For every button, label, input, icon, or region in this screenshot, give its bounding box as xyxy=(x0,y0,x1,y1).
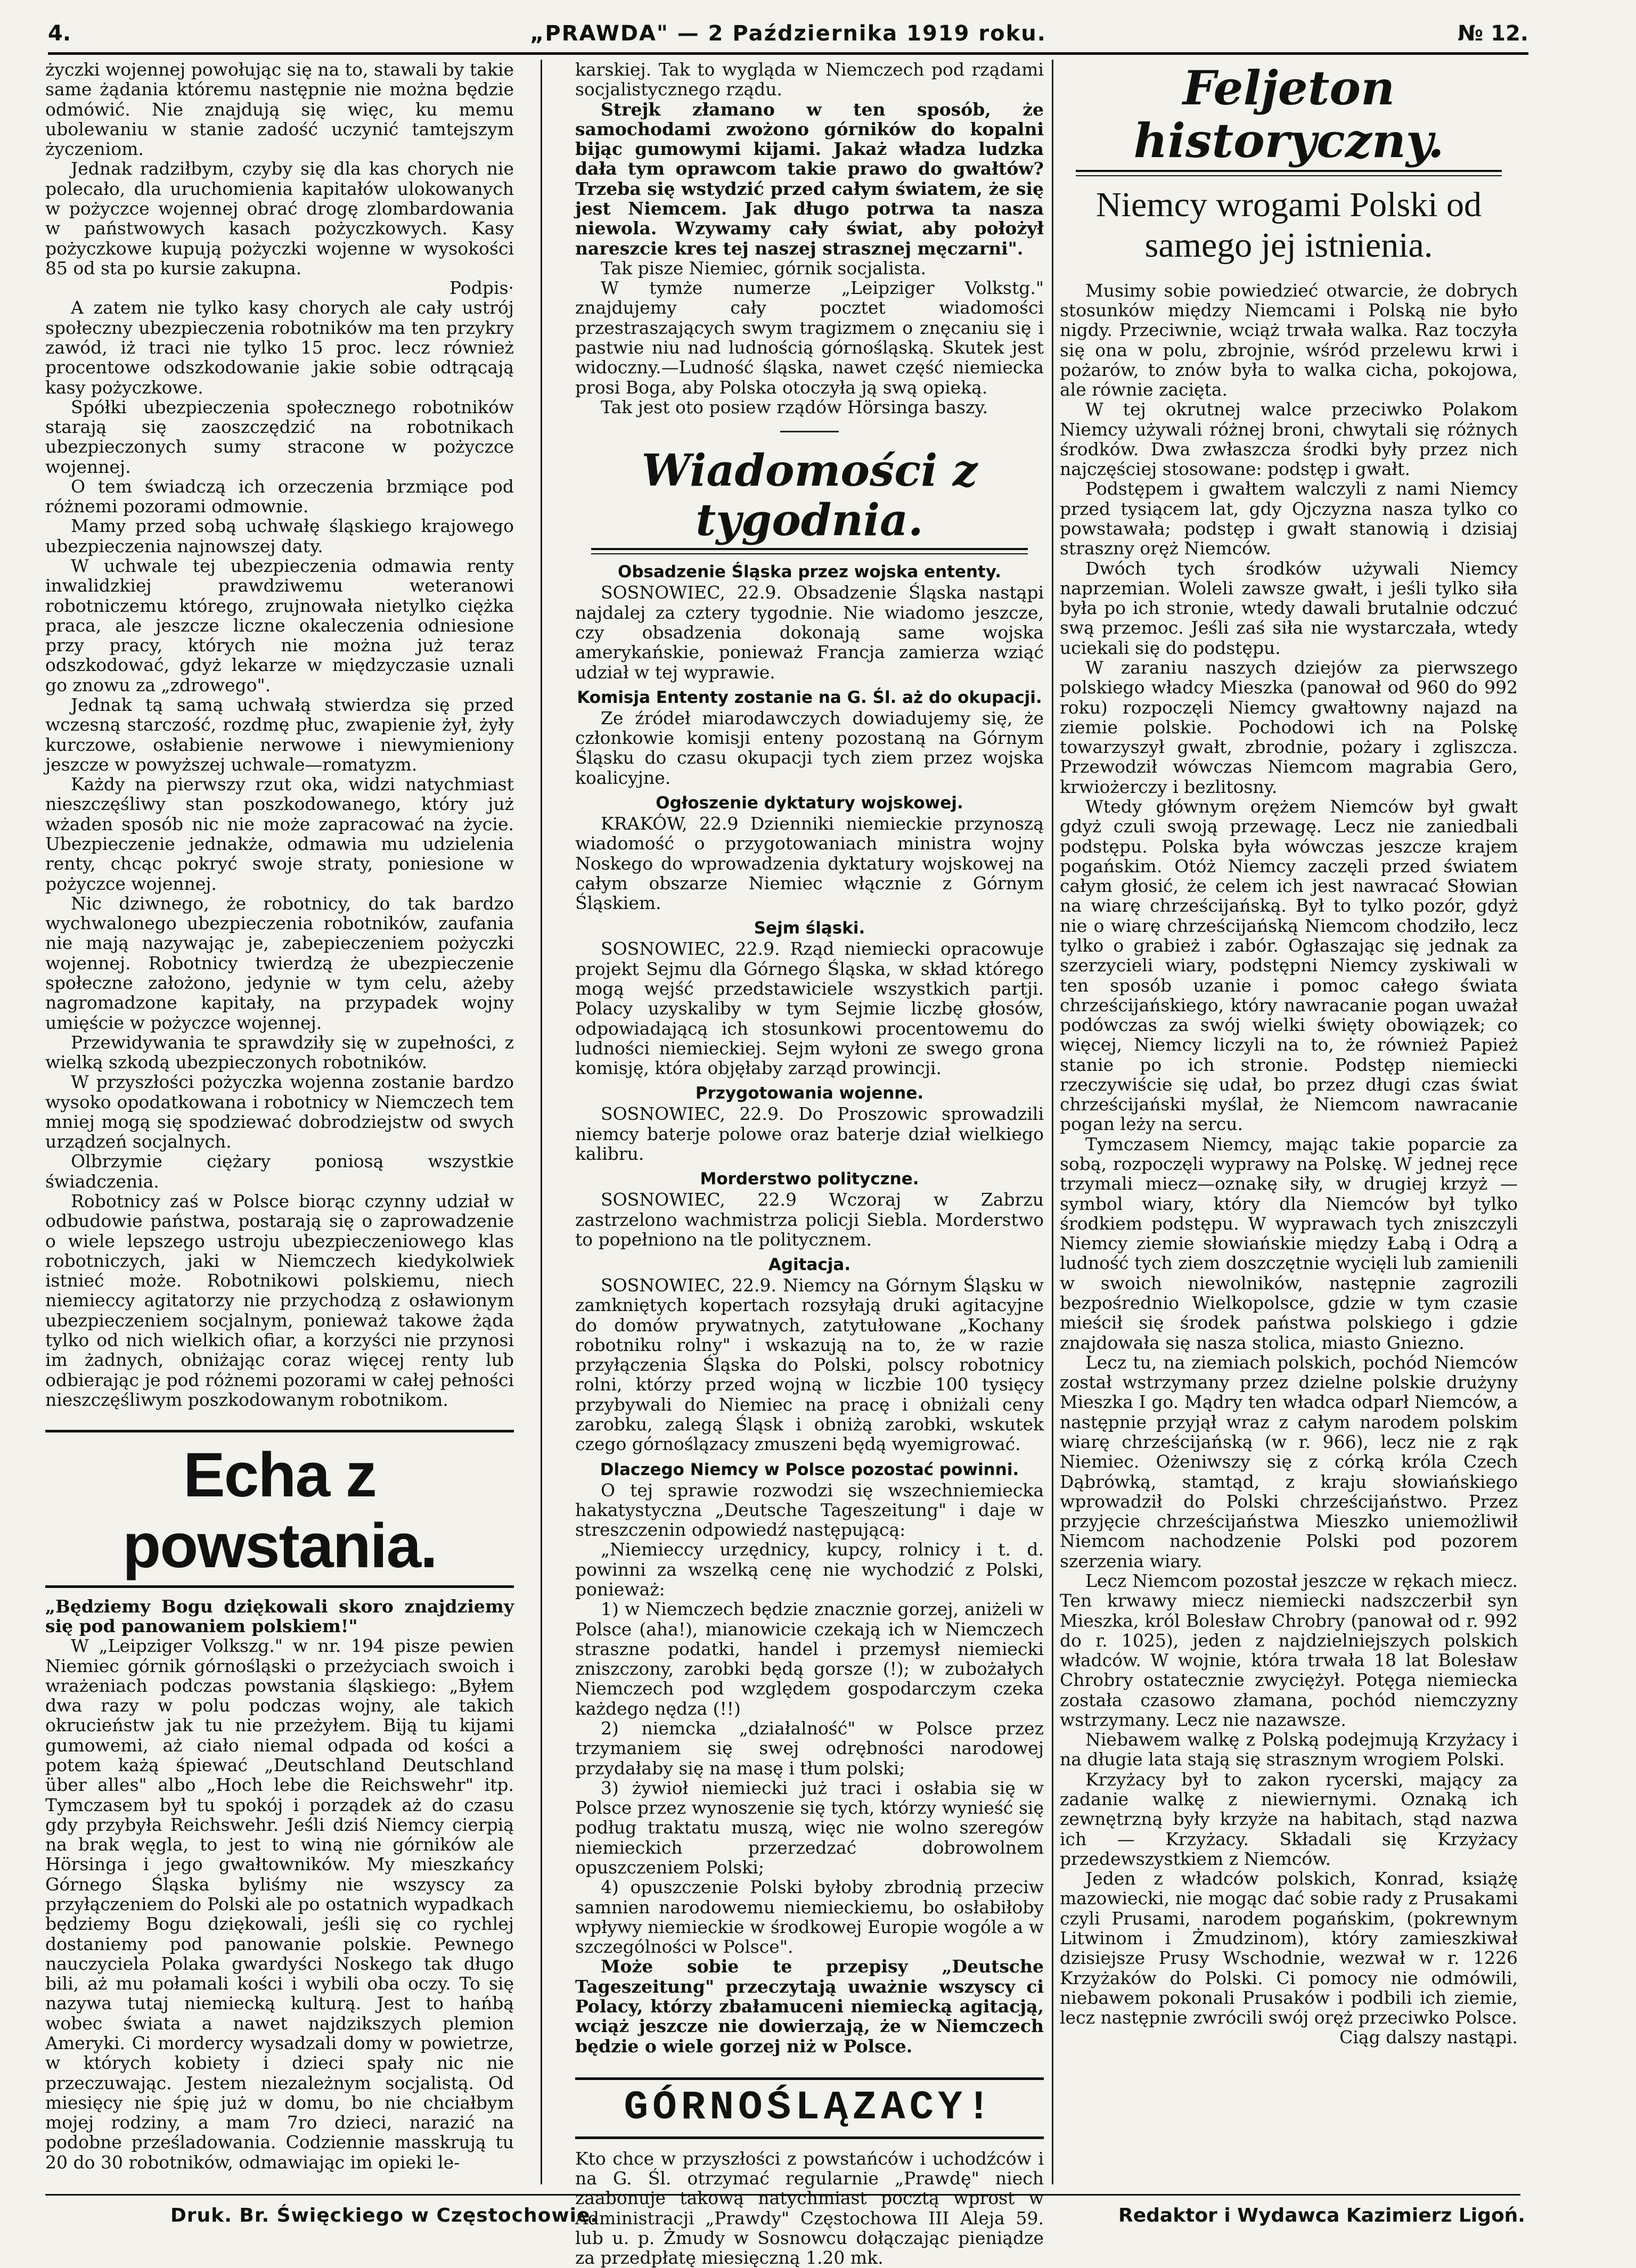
footer-rule xyxy=(45,2194,1520,2196)
news-headline: Dlaczego Niemcy w Polsce pozostać powinni. xyxy=(600,1460,1019,1479)
continued-note: Ciąg dalszy nastąpi. xyxy=(1339,2027,1518,2048)
announcement-body: Kto chce w przyszłości z powstańców i uchodźców i na G. Śl. otrzymać regularnie „Prawdę" niech zaabonuje takową natychmiast pocztą wprost w Administracji „Prawdy" Częstochowa III Aleja 59. lub u. p. Żmudy w Sosnowcu dołączając pieniądze za przedpłatę miesięczną 1.20 mk. xyxy=(575,2148,1044,2268)
paragraph: W przyszłości pożyczka wojenna zostanie bardzo wysoko opodatkowana i robotnicy w Niemczech tem mniej mogą się spodziewać dobrodziejstw od swych urządzeń socjalnych. xyxy=(45,1071,514,1152)
paragraph: Tak pisze Niemiec, górnik socjalista. xyxy=(601,257,927,279)
header-rule xyxy=(48,52,1528,55)
paragraph: Jednak tą samą uchwałą stwierdza się przed wczesną starczość, rozdmę płuc, zwapienie żył, żyły kurczowe, osłabienie nerwowe i niewymieniony jeszcze w powyższej uchwale—romatyzm. xyxy=(45,694,514,775)
paragraph: Przewidywania te sprawdziły się w zupełności, z wielką szkodą ubezpieczonych robotników. xyxy=(45,1031,514,1073)
news-headline: Przygotowania wojenne. xyxy=(695,1084,924,1103)
feature-headline: Niemcy wrogami Polski od samego jej istnienia. xyxy=(1095,185,1482,265)
paragraph: Robotnicy zaś w Polsce biorąc czynny udział w odbudowie państwa, postarają się o zaprowadzenie o wiele lepszego ustroju ubezpieczeniowego klas robotniczych, jaki w Niemczech kiedykolwiek istnieć może. Robotnikowi polskiemu, niech niemieccy agitatorzy nie przychodzą z osławionym ubezpieczeniem socjalnym, ponieważ takowe żąda tylko od nich wielkich ofiar, a korzyści nie przynosi im żadnych, obniżając coraz więcej renty lub odbierając je pod różnemi pozorami w całej pełności nieszczęśliwym poszkodowanym robotnikom. xyxy=(45,1191,514,1410)
masthead: „PRAWDA" — 2 Października 1919 roku. xyxy=(530,21,1046,46)
news-headline: Obsadzenie Śląska przez wojska ententy. xyxy=(617,562,1002,582)
quote-paragraph: 3) żywioł niemiecki już traci i osłabia się w Polsce przez wynoszenie się tych, którzy wynieść się podług traktatu muszą, więc nie wolno szeregów niemieckich przerzedzać dobrowolnem opuszczeniem Polski; xyxy=(575,1777,1044,1878)
paragraph: A zatem nie tylko kasy chorych ale cały ustrój społeczny ubezpieczenia robotników ma ten przykry zawód, iż traci nie tylko 15 proc. lecz również procentowe odszkodowanie jakie sobie odtrącają kasy pożyczkowe. xyxy=(45,297,514,398)
quote-paragraph: 2) niemcka „działalność" w Polsce przez trzymaniem się swej odrębności narodowej przydałaby się na masę i tłum polski; xyxy=(575,1718,1044,1779)
paragraph: Jednak radziłbym, czyby się dla kas chorych nie polecało, dla uruchomienia kapitałów ulokowanych w pożyczce wojennej obrać drogę zlombardowania w państwowych kasach pożyczkowych. Kasy pożyczkowe kupują pożyczki wojenne w wysokości 85 od sta po kursie zakupna. xyxy=(45,158,514,279)
news-headline: Sejm śląski. xyxy=(754,919,865,938)
paragraph: Lecz tu, na ziemiach polskich, pochód Niemców został wstrzymany przez dzielne polskie drużyny Mieszka I go. Mądry ten władca odparł Niemców, a następnie przyjął wraz z całym narodem polskim wiarę chrześcijańską (w r. 966), lecz nie z rąk Niemiec. Ożeniwszy się z córką króla Czech Dąbrówką, stamtąd, z kraju słowiańskiego wprowadził do Polski chrześcijaństwo. Przez przyjęcie chrześcijaństwa Mieszko uniemożliwił Niemcom nachodzenie Polski pod pozorem szerzenia wiary. xyxy=(1060,1352,1518,1571)
section-title: Wiadomości z tygodnia. xyxy=(641,445,978,546)
page-number: 4. xyxy=(48,21,71,46)
news-headline: Agitacja. xyxy=(768,1255,851,1275)
news-headline: Morderstwo polityczne. xyxy=(700,1169,919,1189)
separator xyxy=(780,431,839,432)
quote-paragraph: 1) w Niemczech będzie znacznie gorzej, aniżeli w Polsce (aha!), mianowicie czekają ich w Niemczech straszne podatki, handel i przemysł niemiecki zniszczony, zarobki będą gorsze (!); w zubożałych Niemczech pod względem gospodarczym czeka każdego nędza (!!) xyxy=(575,1599,1044,1719)
paragraph: W zaraniu naszych dziejów za pierwszego polskiego władcy Mieszka (panował od 960 do 992 roku) rozpoczęli Niemcy gwałtowny najazd na ziemie polskie. Pochodowi ich na Polskę towarzyszył gwałt, zbrodnie, pożary i zgliszcza. Przewodził wówczas Niemcom magrabia Gero, krwiożerczy i bezlitosny. xyxy=(1060,657,1518,797)
signature: Podpis· xyxy=(449,277,514,299)
paragraph: W tej okrutnej walce przeciwko Polakom Niemcy używali różnej broni, chwytali się różnych środków. Dwa zwłaszcza środki były przez nich najczęściej stosowane: podstęp i gwałt. xyxy=(1060,399,1518,480)
news-body: SOSNOWIEC, 22.9. Niemcy na Górnym Śląsku w zamkniętych kopertach rozsyłają druki agitacyjne do domów prywatnych, zatytułowane „Kochany robotniku rolny" i wskazują na to, że w razie przyłączenia Śląska do Polski, polscy robotnicy rolni, którzy przed wojną w liczbie 100 tysięcy przybywali do Niemiec na pracę i obniżali ceny zarobku, zalegą Śląsk i obniżą zarobki, wskutek czego górnoślązacy zmuszeni będą wyemigrować. xyxy=(575,1275,1044,1455)
quote-paragraph: Może sobie te przepisy „Deutsche Tageszeitung" przeczytają uważnie wszyscy ci Polacy, którzy zbałamuceni niemiecką agitacją, wciąż jeszcze nie dowierzają, że w Niemczech będzie o wiele gorzej niż w Polsce. xyxy=(575,1956,1044,2057)
column-middle xyxy=(575,60,1044,2267)
column-left xyxy=(45,60,514,2172)
quote-paragraph: „Niemieccy urzędnicy, kupcy, rolnicy i t. d. powinni za wszelką cenę nie wychodzić z Polski, ponieważ: xyxy=(575,1539,1044,1600)
news-body: SOSNOWIEC, 22.9. Rząd niemiecki opracowuje projekt Sejmu dla Górnego Śląska, w skład którego mogą wejść przedstawiciele wszystkich partji. Polacy uzyskaliby w tym Sejmie liczbę głosów, odpowiadającą ich stosunkowi procentowemu do ludności niemieckiej. Sejm wyłoni ze swego grona komisję, która objęłaby zarząd prowincji. xyxy=(575,938,1044,1079)
news-headline: Ogłoszenie dyktatury wojskowej. xyxy=(656,793,963,813)
paragraph: Musimy sobie powiedzieć otwarcie, że dobrych stosunków między Niemcami i Polską nie było nigdy. Przeciwnie, wciąż trwała walka. Raz toczyła się ona w polu, zbrojnie, wśród przelewu krwi i pożarów, to znów była to walka cicha, pokojowa, ale równie zacięta. xyxy=(1060,280,1518,400)
paragraph: Jeden z władców polskich, Konrad, książę mazowiecki, nie mogąc dać sobie rady z Prusakami czyli Prusami, narodem pogańskim, (pokrewnym Litwinom i Żmudzinom), który zamieszkiwał dzisiejsze Prusy Wschodnie, wezwał w r. 1226 Krzyżaków do Polski. Ci pomocy nie odmówili, niebawem pokonali Prusaków i podbili ich ziemie, lecz następnie zwrócili swój oręż przeciwko Polsce. xyxy=(1060,1868,1518,2028)
paragraph: Nic dziwnego, że robotnicy, do tak bardzo wychwalonego ubezpieczenia robotników, zaufania nie mają nazywając je, zabepieczeniem pożyczki wojennej. Robotnicy twierdzą że ubezpieczenie społeczne założono, jedynie w tym celu, ażeby nagromadzone kapitały, na przypadek wojny umięście w pożyczce wojennej. xyxy=(45,893,514,1033)
paragraph: Tymczasem Niemcy, mając takie poparcie za sobą, rozpoczęli wyprawy na Polskę. W jednej ręce trzymali miecz—oznakę siły, w drugiej krzyż — symbol wiary, który dla Niemców był tylko środkiem podstępu. W wyprawach tych zniszczyli Niemcy ziemie słowiańskie między Łabą i Odrą a ludność tych ziem doszczętnie wycięli lub zamienili w swoich niewolników, następnie zagrozili bezpośrednio Wielkopolsce, gdzie w tym czasie mieścił się środek państwa polskiego i gdzie znajdowała się nasza stolica, miasto Gniezno. xyxy=(1060,1133,1518,1353)
bold-paragraph: Strejk złamano w ten sposób, że samochodami zwożono górników do kopalni bijąc gumowymi kijami. Jakaż władza ludzka dała tym oprawcom takie prawo do gwałtów? Trzeba się wstydzić przed całym światem, że się jest Niemcem. Jak długo potrwa ta nasza niewola. Wzywamy cały świat, aby położył nareszcie kres tej naszej strasznej męczarni". xyxy=(575,99,1044,259)
paragraph: Podstępem i gwałtem walczyli z nami Niemcy przed tysiącem lat, gdy Ojczyzna nasza tylko co powstawała; podstęp i gwałt stanowią i dzisiaj straszny oręż Niemców. xyxy=(1060,478,1518,559)
feature-title: Feljeton historyczny. xyxy=(1133,60,1444,169)
news-body: SOSNOWIEC, 22.9 Wczoraj w Zabrzu zastrzelono wachmistrza policji Siebla. Morderstwo to popełniono na tle politycznem. xyxy=(575,1189,1044,1250)
paragraph: Tak jest oto posiew rządów Hörsinga baszy. xyxy=(601,396,988,417)
paragraph: Wtedy głównym orężem Niemców był gwałt gdyż czuli swoją przewagę. Lecz nie zaniedbali podstępu. Polska była wówczas jeszcze krajem pogańskim. Otóż Niemcy zaczęli przed światem całym głosić, że celem ich jest nawracać Słowian na wiarę chrześcijańską. Był to tylko pozór, gdyż nie o wiarę chrześcijańską Niemcom chodziło, lecz tylko o grabież i zabór. Ogłaszając się jednak za szerzycieli wiary, podstępni Niemcy zyskiwali w ten sposób uzanie i pomoc całego świata chrześcijańskiego, który nawracanie pogan uważał podówczas za swój wielki święty obowiązek; co więcej, Niemcy liczyli na to, że również Papież stanie po ich stronie. Podstęp niemiecki rzeczywiście się udał, bo przez długi czas świat chrześcijański myślał, że Niemcom nawracanie pogan leży na sercu. xyxy=(1060,796,1518,1135)
column-right xyxy=(1060,60,1518,2048)
paragraph: W tymże numerze „Leipziger Volkstg." znajdujemy cały pocztet wiadomości przestraszających swym tragizmem o znęcaniu się i pastwie niu nad ludnością górnośląską. Skutek jest widoczny.—Ludność śląska, nawet część niemiecka prosi Boga, aby Polska otoczyła ją swą opieką. xyxy=(575,277,1044,398)
paragraph: życzki wojennej powołując się na to, stawali by takie same żądania któremu następnie nie można będzie odmówić. Nie znajdują się więc, ku memu ubolewaniu w stanie zadość uczynić tamtejszym życzeniom. xyxy=(45,59,514,160)
paragraph: Lecz Niemcom pozostał jeszcze w rękach miecz. Ten krwawy miecz niemiecki nadszczerbił syn Mieszka, król Bolesław Chrobry (panował od r. 992 do r. 1025), jeden z najdzielniejszych polskich władców. W wojnie, która trwała 18 lat Bolesław Chrobry ostatecznie zwyciężył. Potęga niemiecka została czasowo złamana, pochód niemczyzny wstrzymany. Lecz nie nazawsze. xyxy=(1060,1570,1518,1730)
news-body: SOSNOWIEC, 22.9. Obsadzenie Śląska nastąpi najdalej za cztery tygodnie. Nie wiadomo jeszcze, czy obsadzenia dokonają same wojska amerykańskie, ponieważ Francja zamierza wziąć udział w tej wyprawie. xyxy=(575,582,1044,683)
paragraph: Krzyżacy był to zakon rycerski, mający za zadanie walkę z niewiernymi. Oznaką ich zewnętrzną były krzyże na habitach, stąd nazwa ich — Krzyżacy. Składali się Krzyżacy przedewszystkiem z Niemców. xyxy=(1060,1768,1518,1869)
editor-imprint: Redaktor i Wydawca Kazimierz Ligoń. xyxy=(1118,2205,1525,2226)
paragraph: karskiej. Tak to wygląda w Niemczech pod rządami socjalistycznego rządu. xyxy=(575,59,1044,100)
printer-imprint: Druk. Br. Święckiego w Częstochowie. xyxy=(170,2205,599,2226)
quote-paragraph: 4) opuszczenie Polski byłoby zbrodnią przeciw samnien narodowemu niemieckiemu, bo osłabiłoby wpływy niemieckie w środkowej Europie wogóle a w szczególności w Polsce". xyxy=(575,1877,1044,1958)
news-body: Ze źródeł miarodawczych dowiadujemy się, że członkowie komisji enteny pozostaną na Górnym Śląsku do czasu okupacji tych ziem przez wojska koalicyjne. xyxy=(575,707,1044,788)
title-underline xyxy=(591,548,1028,554)
paragraph: Spółki ubezpieczenia społecznego robotników starają się zaoszczędzić na robotnikach ubezpieczonych sumy stracone w pożyczce wojennej. xyxy=(45,396,514,477)
announcement-headline: GÓRNOŚLĄZACY! xyxy=(575,2077,1044,2139)
paragraph: Dwóch tych środków używali Niemcy naprzemian. Woleli zawsze gwałt, i jeśli tylko siła była po ich stronie, wtedy dawali brutalnie odczuć swą przemoc. Jeśli zaś siła nie wystarczała, wtedy uciekali się do podstępu. xyxy=(1060,558,1518,658)
paragraph: Olbrzymie ciężary poniosą wszystkie świadczenia. xyxy=(45,1151,514,1192)
paragraph: W „Leipziger Volkszg." w nr. 194 pisze pewien Niemiec górnik górnośląski o przeżyciach swoich i wrażeniach podczas powstania śląskiego: „Byłem dwa razy w polu podczas wojny, ale takich okrucieństw jak tu nie przeżyłem. Biją tu kijami gumowemi, aż ciało niemal odpada od kości a potem każą śpiewać „Deutschland Deutschland über alles" albo „Hoch lebe die Reichswehr" itp. Tymczasem był tu spokój i porządek aż do czasu gdy przybyła Reichswehr. Jeśli dziś Niemcy cierpią na brak węgla, to jest to winą nie górników ale Hörsinga i jego gwałtowników. My mieszkańcy Górnego Śląska byliśmy nie wszyscy za przyłączeniem do Polski ale po ostatnich wypadkach będziemy Bogu dziękowali, jeśli się co rychlej dostaniemy pod panowanie polskie. Pewnego nauczyciela Polaka gwardyści Noskego tak długo bili, aż mu połamali kości i wybili oba oczy. To się nazywa tutaj niemiecką kulturą. Jest to hańbą wobec świata a nawet najdzikszych plemion Ameryki. Ci mordercy wysadzali domy w powietrze, w których kobiety i dzieci spały nic nie przeczuwając. Jestem niezależnym socjalistą. Od miesięcy nie śpię już w domu, bo nie chciałbym mojej rodziny, a mam 7ro dzieci, narazić na podobne prześladowania. Codziennie masskrują tu 20 do 30 robotników, odmawiając im opieki le- xyxy=(45,1635,514,2173)
page-header xyxy=(48,11,1528,59)
article-quote: „Będziemy Bogu dziękowali skoro znajdziemy się pod panowaniem polskiem!" xyxy=(45,1595,514,1637)
column-divider xyxy=(1052,60,1053,2184)
paragraph: W uchwale tej ubezpieczenia odmawia renty inwalidzkiej prawdziwemu weteranowi robotniczemu którego, zrujnowała nietylko ciężka praca, ale jeszcze liczne okaleczenia odniesione przy pracy, których nie można już teraz odszkodować, gdyż lekarze w międzyczasie uznali go znowu za „zdrowego". xyxy=(45,555,514,695)
paragraph: Niebawem walkę z Polską podejmują Krzyżacy i na długie lata stają się strasznym wrogiem Polski. xyxy=(1060,1729,1518,1770)
paragraph: Mamy przed sobą uchwałę śląskiego krajowego ubezpieczenia najnowszej daty. xyxy=(45,515,514,556)
issue-number: № 12. xyxy=(1458,21,1528,46)
news-body: KRAKÓW, 22.9 Dzienniki niemieckie przynoszą wiadomość o przygotowaniach ministra wojny Noskego do wprowadzenia dyktatury wojskowej na całym obszarze Niemiec włącznie z Górnym Śląskiem. xyxy=(575,813,1044,914)
news-body: O tej sprawie rozwodzi się wszechniemiecka hakatystyczna „Deutsche Tageszeitung" i daje w streszczenin odpowiedź następującą: xyxy=(575,1479,1044,1541)
paragraph: O tem świadczą ich orzeczenia brzmiące pod różnemi pozorami odmownie. xyxy=(45,476,514,517)
title-underline xyxy=(1076,170,1502,176)
column-divider xyxy=(541,60,542,2184)
news-body: SOSNOWIEC, 22.9. Do Proszowic sprowadzili niemcy baterje polowe oraz baterje dział wielkiego kalibru. xyxy=(575,1103,1044,1164)
paragraph: Każdy na pierwszy rzut oka, widzi natychmiast nieszczęśliwy stan poszkodowanego, który już wżaden sposób nic nie może zapracować na życie. Ubezpieczenie jednakże, odmawia mu udzielenia renty, chcąc pokryć swoje straty, poniesione w pożyczce wojennej. xyxy=(45,774,514,894)
news-headline: Komisja Ententy zostanie na G. Śl. aż do okupacji. xyxy=(577,687,1042,707)
article-headline: Echa z powstania. xyxy=(45,1430,514,1588)
